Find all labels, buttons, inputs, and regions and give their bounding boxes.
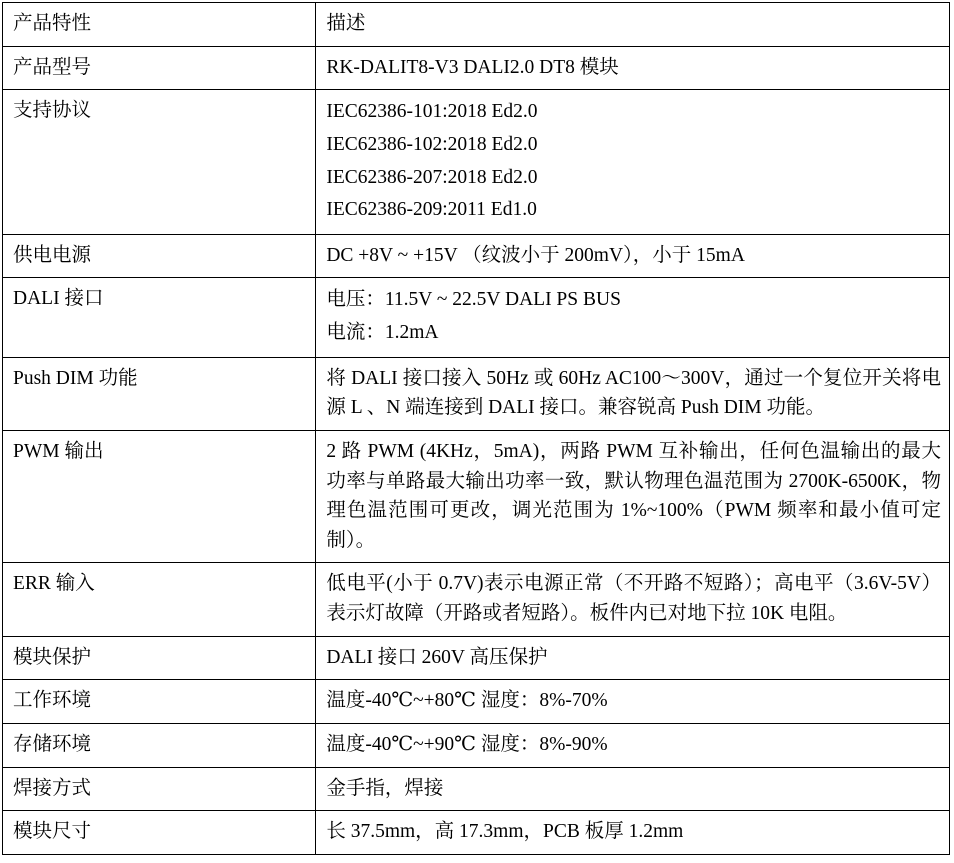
cell-description: 长 37.5mm，高 17.3mm，PCB 板厚 1.2mm bbox=[316, 811, 950, 855]
header-cell-feature: 产品特性 bbox=[3, 3, 316, 47]
product-specification-table bbox=[2, 2, 950, 855]
cell-description: 金手指，焊接 bbox=[316, 767, 950, 811]
cell-description: RK-DALIT8-V3 DALI2.0 DT8 模块 bbox=[316, 46, 950, 90]
cell-feature: 模块保护 bbox=[3, 636, 316, 680]
table-row bbox=[3, 357, 950, 430]
table-row bbox=[3, 278, 950, 357]
table-row bbox=[3, 723, 950, 767]
description-line: IEC62386-102:2018 Ed2.0 bbox=[326, 133, 538, 155]
cell-feature: 供电电源 bbox=[3, 234, 316, 278]
table-body bbox=[3, 3, 950, 855]
table-row bbox=[3, 430, 950, 563]
cell-description: 2 路 PWM (4KHz，5mA)，两路 PWM 互补输出，任何色温输出的最大功率与单路最大输出功率一致，默认物理色温范围为 2700K-6500K，物理色温范围可更改，调光范围为 1%~100%（PWM 频率和最小值可定制）。 bbox=[316, 430, 950, 563]
description-line: 电压：11.5V ~ 22.5V DALI PS BUS bbox=[326, 289, 621, 311]
description-line: 电流：1.2mA bbox=[326, 322, 439, 343]
cell-feature: 支持协议 bbox=[3, 90, 316, 235]
description-line: IEC62386-209:2011 Ed1.0 bbox=[326, 199, 537, 221]
cell-feature: PWM 输出 bbox=[3, 430, 316, 563]
cell-feature: ERR 输入 bbox=[3, 563, 316, 636]
cell-feature: DALI 接口 bbox=[3, 278, 316, 357]
table-row bbox=[3, 46, 950, 90]
cell-description: DALI 接口 260V 高压保护 bbox=[316, 636, 950, 680]
table-row bbox=[3, 90, 950, 235]
header-cell-description: 描述 bbox=[316, 3, 950, 47]
table-row bbox=[3, 234, 950, 278]
cell-feature: 存储环境 bbox=[3, 723, 316, 767]
table-header-row bbox=[3, 3, 950, 47]
cell-feature: 模块尺寸 bbox=[3, 811, 316, 855]
table-row bbox=[3, 680, 950, 724]
description-line: IEC62386-101:2018 Ed2.0 bbox=[326, 101, 538, 123]
table-row bbox=[3, 767, 950, 811]
cell-description bbox=[316, 90, 950, 235]
cell-description: 将 DALI 接口接入 50Hz 或 60Hz AC100～300V，通过一个复位开关将电源 L 、N 端连接到 DALI 接口。兼容锐高 Push DIM 功能。 bbox=[316, 357, 950, 430]
cell-feature: Push DIM 功能 bbox=[3, 357, 316, 430]
cell-description: 温度-40℃~+90℃ 湿度：8%-90% bbox=[316, 723, 950, 767]
cell-description: DC +8V ~ +15V （纹波小于 200mV），小于 15mA bbox=[316, 234, 950, 278]
table-row bbox=[3, 636, 950, 680]
cell-description: 温度-40℃~+80℃ 湿度：8%-70% bbox=[316, 680, 950, 724]
cell-feature: 产品型号 bbox=[3, 46, 316, 90]
cell-feature: 焊接方式 bbox=[3, 767, 316, 811]
table-row bbox=[3, 811, 950, 855]
cell-description bbox=[316, 278, 950, 357]
cell-description: 低电平(小于 0.7V)表示电源正常（不开路不短路）；高电平（3.6V-5V）表示灯故障（开路或者短路）。板件内已对地下拉 10K 电阻。 bbox=[316, 563, 950, 636]
table-row bbox=[3, 563, 950, 636]
cell-feature: 工作环境 bbox=[3, 680, 316, 724]
description-line: IEC62386-207:2018 Ed2.0 bbox=[326, 166, 538, 188]
